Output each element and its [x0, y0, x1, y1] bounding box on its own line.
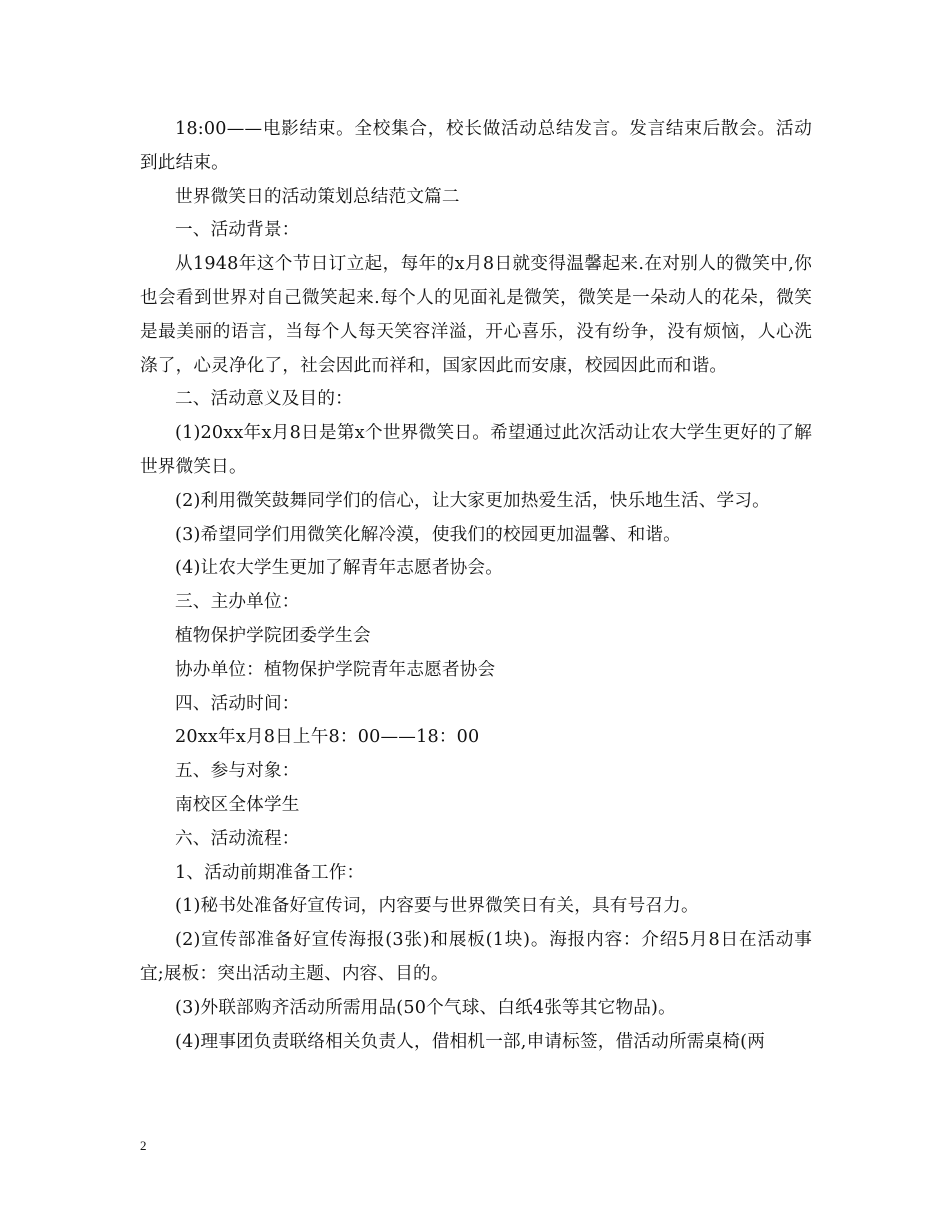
heading-process: 六、活动流程： — [175, 828, 300, 849]
process-item-3: (3)外联部购齐活动所需用品(50个气球、白纸4张等其它物品)。 — [175, 997, 676, 1018]
heading-purpose: 二、活动意义及目的： — [175, 389, 353, 410]
process-item-1: (1)秘书处准备好宣传词，内容要与世界微笑日有关，具有号召力。 — [175, 896, 699, 917]
document-body — [140, 113, 812, 1059]
organizer-name: 植物保护学院团委学生会 — [175, 625, 371, 646]
activity-time: 20xx年x月8日上午8：00——18：00 — [175, 727, 480, 748]
co-organizer: 协办单位：植物保护学院青年志愿者协会 — [175, 659, 496, 680]
process-step-heading: 1、活动前期准备工作： — [175, 862, 365, 883]
purpose-item-2: (2)利用微笑鼓舞同学们的信心，让大家更加热爱生活，快乐地生活、学习。 — [175, 490, 770, 511]
process-item-2: (2)宣传部准备好宣传海报(3张)和展板(1块)。海报内容：介绍5月8日在活动事宜;展板：突出活动主题、内容、目的。 — [140, 930, 812, 984]
paragraph-closing-schedule: 18:00——电影结束。全校集合，校长做活动总结发言。发言结束后散会。活动到此结束。 — [140, 119, 812, 173]
purpose-item-3: (3)希望同学们用微笑化解冷漠，使我们的校园更加温馨、和谐。 — [175, 524, 681, 545]
page-number: 2 — [140, 1138, 147, 1153]
purpose-item-1: (1)20xx年x月8日是第x个世界微笑日。希望通过此次活动让农大学生更好的了解世界微笑日。 — [140, 423, 812, 477]
participants: 南校区全体学生 — [175, 794, 300, 815]
heading-participants: 五、参与对象： — [175, 761, 300, 782]
purpose-item-4: (4)让农大学生更加了解青年志愿者协会。 — [175, 558, 504, 579]
heading-organizer: 三、主办单位： — [175, 592, 300, 613]
paragraph-background: 从1948年这个节日订立起，每年的x月8日就变得温馨起来.在对别人的微笑中,你也会看到世界对自己微笑起来.每个人的见面礼是微笑，微笑是一朵动人的花朵，微笑是最美丽的语言，当每个人每天笑容洋溢，开心喜乐，没有纷争，没有烦恼，人心洗涤了，心灵净化了，社会因此而祥和，国家因此而安康，校园因此而和谐。 — [140, 254, 812, 376]
process-item-4: (4)理事团负责联络相关负责人，借相机一部,申请标签，借活动所需桌椅(两 — [175, 1031, 765, 1052]
heading-time: 四、活动时间： — [175, 693, 300, 714]
heading-background: 一、活动背景： — [175, 220, 300, 241]
section-title: 世界微笑日的活动策划总结范文篇二 — [175, 186, 460, 207]
